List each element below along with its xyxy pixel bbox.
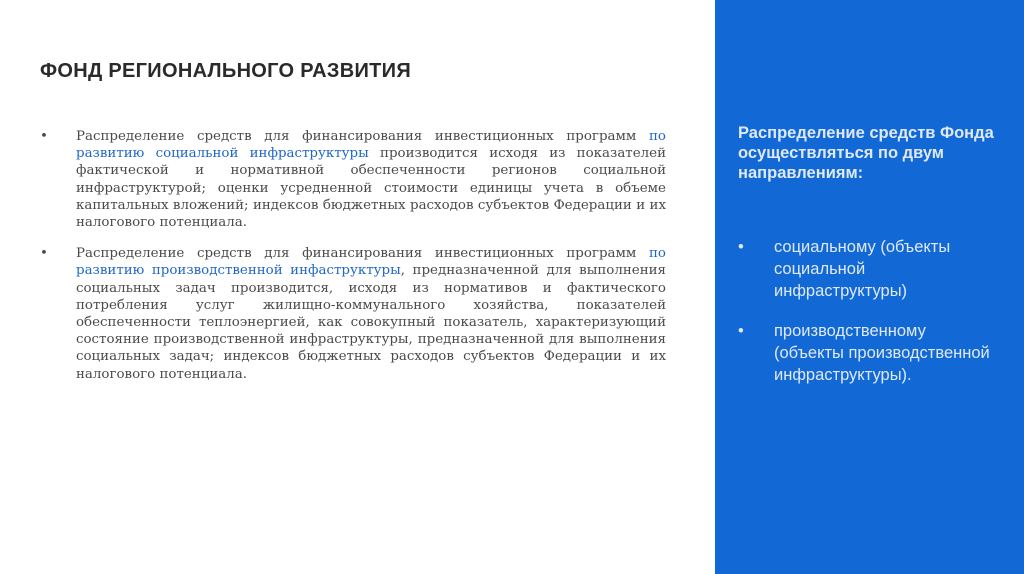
highlighted-link-text: по развитию социальной инфраструктуры xyxy=(76,129,666,162)
list-item xyxy=(40,128,666,231)
bullet-icon: • xyxy=(738,322,744,340)
item-text-before: Распределение средств для финансирования инвестиционных программ xyxy=(76,246,649,262)
list-item xyxy=(40,245,666,383)
page-title: ФОНД РЕГИОНАЛЬНОГО РАЗВИТИЯ xyxy=(40,60,411,82)
left-bullet-list xyxy=(40,128,666,397)
list-item xyxy=(738,320,998,386)
item-text-after: , предназначенной для выполнения социальных задач производится, исходя из нормативов и фактического потребления услуг жилищно-коммунального хозяйства, показателей обеспеченности теплоэнергией, как совокупный показатель, характеризующий состояние производственной инфраструктуры, предназначенной для выполнения социальных задач; индексов бюджетных расходов субъектов Федерации и их налогового потенциала. xyxy=(76,263,666,382)
bullet-icon: • xyxy=(40,129,48,144)
bullet-icon: • xyxy=(738,238,744,256)
highlighted-link-text: по развитию производственной инфаструктуры xyxy=(76,246,666,279)
side-panel-bullet-list xyxy=(738,236,998,404)
side-panel-heading: Распределение средств Фонда осуществляться по двум направлениям: xyxy=(738,124,994,182)
bullet-icon: • xyxy=(40,246,48,262)
side-item-text: производственному (объекты производственной инфраструктуры). xyxy=(774,322,990,384)
list-item xyxy=(738,236,998,302)
side-item-text: социальному (объекты социальной инфраструктуры) xyxy=(774,238,951,300)
item-text-before: Распределение средств для финансирования инвестиционных программ xyxy=(76,129,649,144)
item-text-after: производится исходя из показателей фактической и нормативной обеспеченности регионов социальной инфраструктурой; оценки усредненной стоимости единицы учета в объеме капитальных вложений; индексов бюджетных расходов субъектов Федерации и их налогового потенциала. xyxy=(76,146,666,231)
